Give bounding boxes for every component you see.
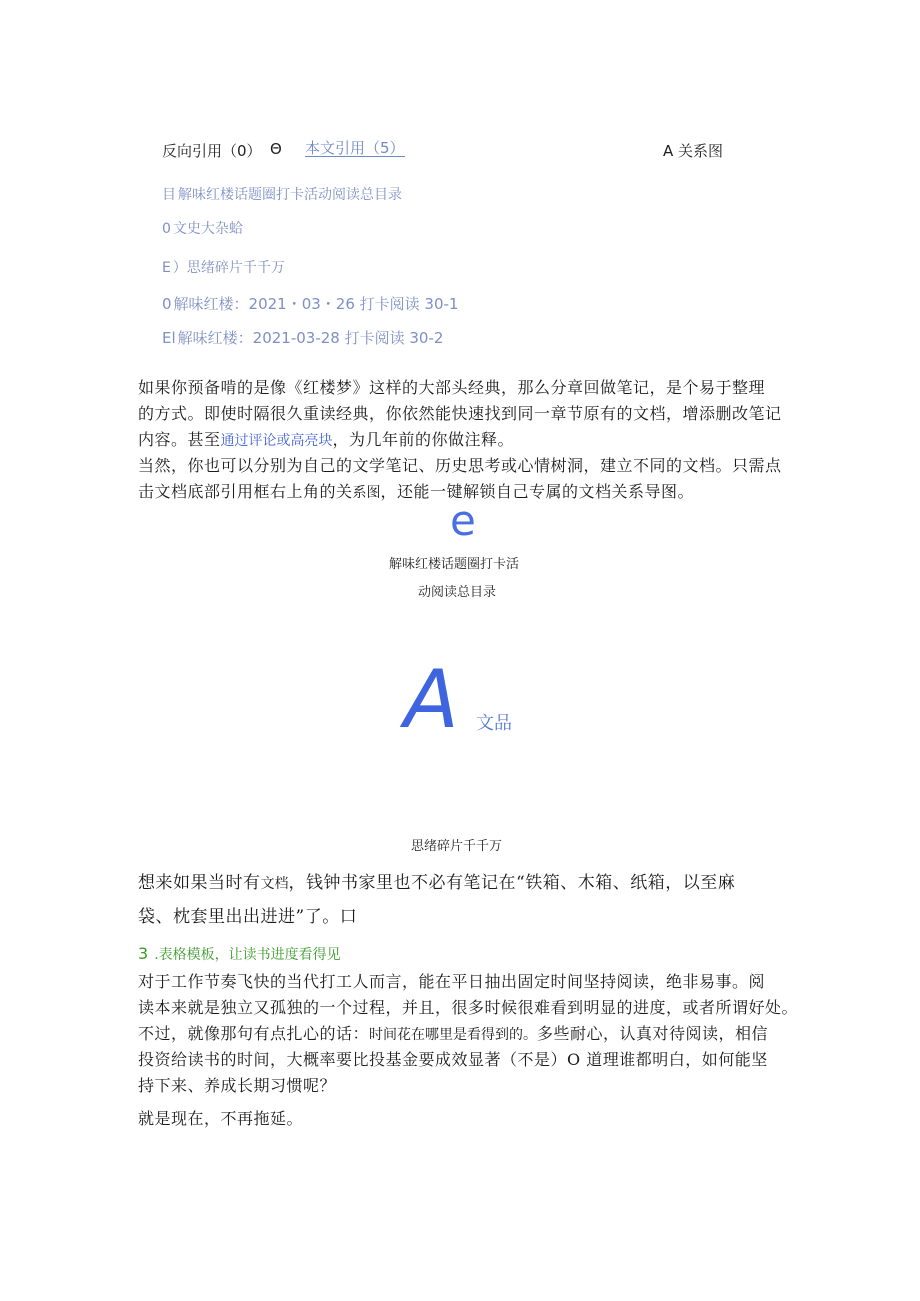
relation-graph-button[interactable]: A 关系图 <box>663 142 724 160</box>
paragraph-line: 如果你预备啃的是像《红楼梦》这样的大部头经典，那么分章回做笔记，是个易于整理 <box>138 378 766 397</box>
paragraph-line: 持下来、养成长期习惯呢？ <box>138 1076 337 1095</box>
doc-icon: El <box>162 329 176 347</box>
paragraph-line: 就是现在，不再拖延。 <box>138 1109 304 1128</box>
graph-node-e-icon[interactable]: e <box>450 496 476 545</box>
paragraph-line: 的方式。即使时隔很久重读经典，你依然能快速找到同一章节原有的文档，增添删改笔记 <box>138 404 782 423</box>
comment-highlight-link[interactable]: 通过评论或高亮块 <box>220 433 333 449</box>
section-heading <box>138 944 341 964</box>
paragraph-line: 袋、枕套里出出进进”了。口 <box>138 907 358 927</box>
ref-item-thought-fragments[interactable] <box>162 257 285 277</box>
ref-item-checkin-30-2[interactable] <box>162 327 443 348</box>
paragraph-line: 当然，你也可以分别为自己的文学笔记、历史思考或心情树洞，建立不同的文档。只需点 <box>138 456 782 475</box>
paragraph-text: 想来如果当时有 <box>138 873 261 893</box>
doc-icon: E <box>162 260 171 276</box>
ref-item-checkin-30-1[interactable] <box>162 293 458 314</box>
paragraph-line <box>138 870 735 897</box>
outlinks-tab[interactable]: 本文引用（5） <box>305 139 405 157</box>
section-number: 3 <box>138 944 149 963</box>
ref-item-label: 文史大杂蛤 <box>172 221 243 237</box>
backlinks-label[interactable]: 反向引用（0） <box>162 142 262 160</box>
paragraph-text: ，为几年前的你做注释。 <box>332 430 515 449</box>
paragraph-text: 击文档底部引用框右上角的关 <box>138 482 353 501</box>
paragraph-line <box>138 427 514 454</box>
graph-node-label[interactable]: 文品 <box>476 713 512 734</box>
paragraph-line: 对于工作节奏飞快的当代打工人而言，能在平日抽出固定时间坚持阅读，绝非易事。阅 <box>138 972 766 991</box>
paragraph-text: 多些耐心，认真对待阅读，相信 <box>537 1024 769 1043</box>
ref-item-reading-index[interactable] <box>162 184 402 204</box>
doc-icon: 目 <box>162 187 176 203</box>
paragraph-line <box>138 479 694 506</box>
paragraph-text: ，钱钟书家里也不必有笔记在“铁箱、木箱、纸箱，以至麻 <box>288 873 736 893</box>
paragraph-text: 不过，就像那句有点扎心的话： <box>138 1024 370 1043</box>
ref-item-label: ）思绪碎片千千万 <box>172 260 285 276</box>
ref-item-label: 解味红楼：2021・03・26 打卡阅读 30-1 <box>173 295 459 313</box>
graph-node-label[interactable]: 思绪碎片千千万 <box>411 839 503 854</box>
theta-icon[interactable]: Θ <box>270 140 282 158</box>
paragraph-line: 读本来就是独立又孤独的一个过程，并且，很多时候很难看到明显的进度，或者所谓好处。 <box>138 998 799 1017</box>
paragraph-text-inline: 系图 <box>352 485 381 501</box>
quote-inline: 时间花在哪里是看得到的。 <box>369 1027 538 1043</box>
paragraph-line <box>138 1021 768 1048</box>
paragraph-text: 内容。甚至 <box>138 430 221 449</box>
ref-item-history-misc[interactable] <box>162 218 243 238</box>
paragraph-line: 投资给读书的时间，大概率要比投基金要成效显著（不是）O 道理谁都明白，如何能坚 <box>138 1050 768 1069</box>
doc-icon: 0 <box>162 295 172 313</box>
graph-node-a-icon[interactable]: A <box>404 653 459 746</box>
paragraph-text-inline: 文档 <box>260 876 289 892</box>
ref-item-label: 解味红楼：2021-03-28 打卡阅读 30-2 <box>177 329 444 347</box>
graph-node-label[interactable]: 动阅读总目录 <box>418 585 497 600</box>
paragraph-text: ，还能一键解锁自己专属的文档关系导图。 <box>380 482 695 501</box>
doc-icon: 0 <box>162 221 171 237</box>
graph-node-label[interactable]: 解味红楼话题圈打卡活 <box>389 557 520 572</box>
ref-item-label: 解味红楼话题圈打卡活动阅读总目录 <box>178 187 402 203</box>
section-title: .表格模板，让读书进度看得见 <box>154 947 341 963</box>
